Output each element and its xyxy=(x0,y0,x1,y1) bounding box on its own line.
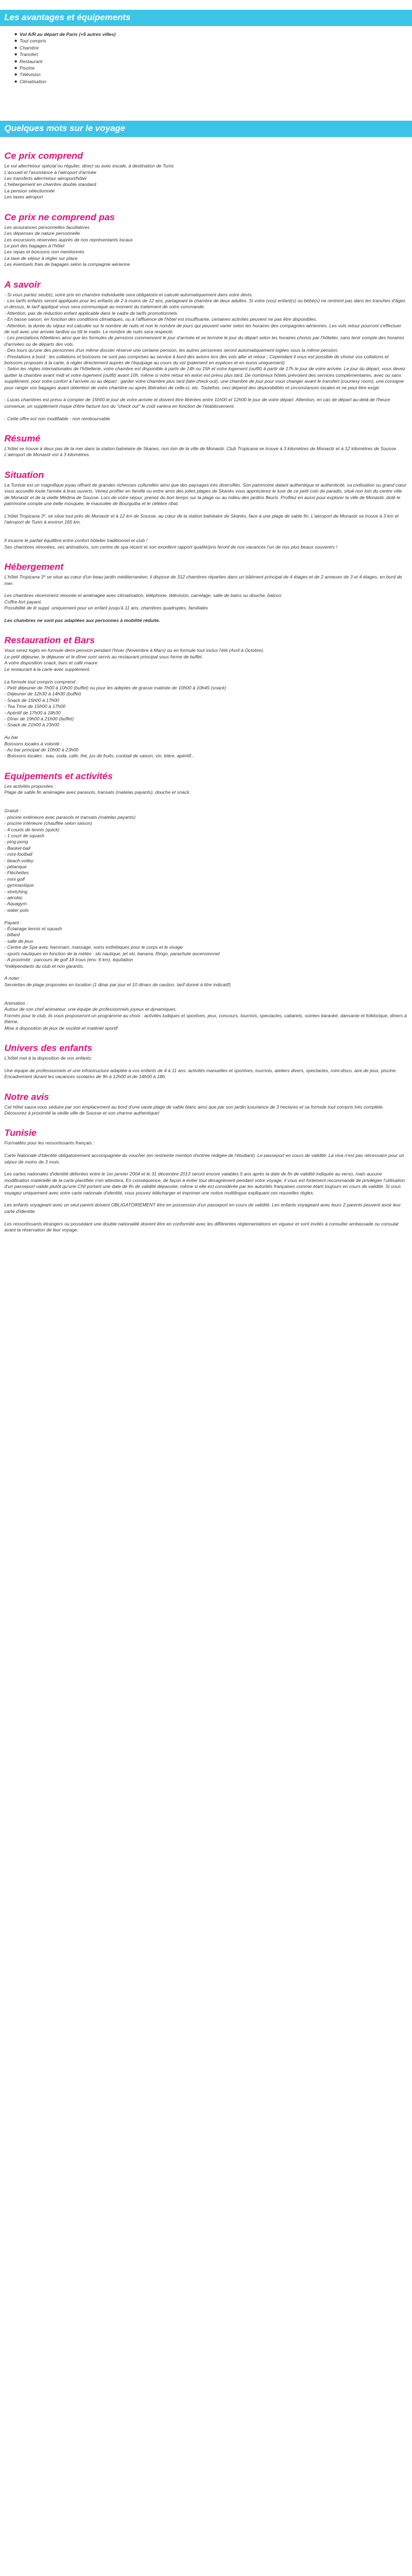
section-text: - Aquagym xyxy=(4,901,27,907)
section-text: Vous serez logés en formule demi-pension pendant l'hiver (Novembre à Mars) ou en formule tout inclus l'été (Avril à Octobre). xyxy=(4,648,265,654)
section-text: - stretching xyxy=(4,888,28,894)
section-text: Découvrez à proximité la vieille ville de Sousse et son charme authentique! xyxy=(4,1110,160,1116)
section-text: - mini golf xyxy=(4,876,25,882)
section-text: La formule tout compris comprend : xyxy=(4,679,78,685)
section-text: Mise à disposition de jeux de société et matériel sportif. xyxy=(4,1025,119,1031)
section-text: Le port des bagages à l'hôtel xyxy=(4,242,65,248)
section xyxy=(4,279,408,422)
spacer xyxy=(4,913,408,919)
section-text: - Petit déjeuner de 7h00 à 10h00 (buffet) ou pour les adeptes de grasse matinée de 10h00 à 10h45 (snack) xyxy=(4,685,227,690)
section-text: - Les prestations hôtelières ainsi que les formules de pensions commencent le jour d'arrivée et se termine le jour du départ selon les horaires choisis par l'hôtelier, sans tenir compte des horaires d'arrivées ou de départs des vols. xyxy=(4,335,404,347)
section-text: - Déjeuner de 12h30 à 14h30 (buffet) xyxy=(4,691,82,697)
spacer xyxy=(4,796,408,802)
section-text: - billard xyxy=(4,932,20,938)
section-text: La Tunisie est un magnifique joyau offrant de grandes richesses culturelles ainsi que des paysages très diversifiés. Son patrimoine datant authentique et authenticité, sa civilisation ou grand cœur vous accueille toute l'année à bras ouverts. Venez profiter en famille ou entre amis des jolies plages de Skanès vous apprécierez le luxe de ce petit coin de paradis, situé non loin du centre ville de Monastir et de la vieille Médina de Sousse. Lors de votre séjour, prenez du bon temps sur la plage ou au milieu des jardins fleuris. Profitez en aussi pour explorer la ville de Monastir, doté le patrimoine compte une belle mosquée, le mausolée de Bourguiba et le célèbre ribat. xyxy=(4,482,407,507)
section-text: L'hôtel se trouve à deux pas de la mer dans la station balnéaire de Skanes, non loin de la ville de Monastir. Club Tropicana se trouve à 3 kilomètres de Monastir et à 12 kilomètres de Sousse. L'aéroport de Monastir est à 3 kilomètres. xyxy=(4,446,397,458)
section-text: Le restaurant à la carte avec supplément. xyxy=(4,666,91,672)
section-text: - Fléchettes xyxy=(4,870,29,876)
section-text: - Boissons locales : eau, soda, café, thé, jus de fruits, cocktail de saison, vin, bière, apéritif... xyxy=(4,753,195,759)
spacer xyxy=(4,532,408,538)
section-text: Le petit déjeuner, le déjeuner et le dîner sont servis au restaurant principal sous forme de buffet. xyxy=(4,654,203,659)
section-text: Formés pour le club, ils vous proposeront un programme au choix : activités ludiques et sportives, jeux, concours, tournois, spectacles, cabarets, soirées karaoké, dansante et folklorique, dîners à thème. xyxy=(4,1012,407,1025)
section-text: Une équipe de professionnels et une infrastructure adaptée à vos enfants de 4 à 11 ans: activités manuelles et sportives, tournois, ateliers divers, spectacles, mini-disco, aire de jeux, piscine. xyxy=(4,1067,397,1073)
section-text: Formalités pour les ressortissants français : xyxy=(4,1140,95,1146)
section-text: - sports nautiques en fonction de la météo : ski nautique, jet ski, banana, Ringo, parachute ascensionnel xyxy=(4,950,220,956)
section-text: Possibilité de lit suppl. uniquement pour un enfant jusqu'à 11 ans, chambres quadruples, familiales xyxy=(4,605,208,611)
section-text: Serviettes de plage proposées en location (1 dinar par jour et 10 dinars de caution, tarif donné à titre indicatif). xyxy=(4,981,232,987)
section-text: - Cette offre est non modifiable - non remboursable xyxy=(4,415,110,421)
section-text: L'hôtel Tropicana 3*, se situe tout près de Monastir et à 12 km de Sousse, au cœur de la station balnéaire de Skanès, face à une plage de sable fin. L'aéroport de Monastir se trouve à 3 km et l'aéroport de Tunis à environ 165 km. xyxy=(4,513,399,525)
section-text: Les activités proposées : xyxy=(4,783,56,789)
spacer xyxy=(4,802,408,808)
section-text: Les éventuels frais de bagages selon la compagnie aérienne xyxy=(4,262,130,267)
section-text: Autour de son chef animateur, une équipe de professionnels joyeux et dynamiques. xyxy=(4,1006,177,1012)
spacer xyxy=(4,1061,408,1067)
section-text: La pension sélectionnée xyxy=(4,188,55,194)
section-text: Les chambres récemment rénovée et aménagée avec climatisation, téléphone, télévision, carrelage, salle de bains ou douche, balcon. xyxy=(4,593,283,599)
section-text: - beach-volley xyxy=(4,857,34,863)
spacer xyxy=(4,1165,408,1171)
section-text: L'hôtel Tropicana 3* se situe au cœur d'un beau jardin méditerranéen, il dispose de 312 chambres réparties dans un bâtiment principal de 4 étages et de 2 annexes de 3 et 4 étages, en bord de mer. xyxy=(4,574,402,586)
section-heading: Situation xyxy=(4,469,44,480)
section xyxy=(4,1042,408,1080)
section-text: - salle de jeux xyxy=(4,938,34,944)
section-text: Au bar xyxy=(4,735,18,741)
section-banner-avantages: Les avantages et équipements xyxy=(0,10,412,26)
avantage-item: Transfert xyxy=(20,51,412,58)
spacer xyxy=(4,409,408,415)
section-text: - water polo xyxy=(4,907,29,913)
section-text: Plage de sable fin aménagée avec parasols, transats (matelas payants), douche et snack. xyxy=(4,789,191,795)
section-heading: Tunisie xyxy=(4,1128,37,1138)
avantage-item: Piscine xyxy=(20,65,412,71)
section-text: - Snack de 15h00 à 17h00 xyxy=(4,697,59,703)
avantage-item: Chambre xyxy=(20,45,412,51)
section-text: - Attention, la durée du séjour est calculée sur le nombre de nuits et non le nombre de jours qui peuvent varier selon les horaires des compagnies aériennes. Les vols retour pourront s'effectuer de nuit avec une arrivée tardive ou tôt le matin. Le nombre de nuits sera respecté. xyxy=(4,322,402,334)
section-text: Les ressortissants étrangers ou possédant une double nationalité doivent être en conformité avec les différentes réglementations en vigueur et sont invités à consulter ambassade ou consulat avant la réservation de leur voyage. xyxy=(4,1221,399,1233)
section-text: - piscine extérieure avec parasols et transats (matelas payants) xyxy=(4,814,136,820)
avantages-list xyxy=(0,31,412,85)
avantage-item: Tout compris xyxy=(20,38,412,44)
section-heading: Ce prix comprend xyxy=(4,151,83,161)
spacer xyxy=(4,612,408,618)
section-heading: Ce prix ne comprend pas xyxy=(4,211,115,222)
section-text: Les taxes aéroport xyxy=(4,194,43,200)
section-text: - Lucas chambres est prévu à compter de 15h00 le jour de votre arrivée et doivent être libérées entre 11h00 et 12h00 le jour de votre départ. Attention, en cas de départ au-delà de l'heure convenue, un supplément risque d'être facturé lors du "check out" le coût variera en fonction de l'établissement. xyxy=(4,397,390,409)
section xyxy=(4,770,408,1031)
section-text: Les cartes nationales d'identité délivrées entre le 1er janvier 2004 et le 31 décembre 2013 seront encore valables 5 ans après la date de fin de validité indiquée au verso, mais aucune modification matérielle de la carte plastifiée n'en attestera. En conséquence, de façon à éviter tout désagrément pendant votre voyage, il vous est fortement recommandé de privilégier l'utilisation d'un passeport valide plutôt qu'une CNI portant une date de fin de validité dépassée, même si elle est considérée par les autorités françaises comme étant toujours en cours de validité. Si vous voyagez uniquement avec votre carte nationale d'identité, vous pouvez télécharger et imprimer une notice multilingue expliquant ces nouvelles règles. xyxy=(4,1171,405,1196)
section-text: Le vol aller/retour spécial ou régulier, direct ou avec escale, à destination de Tunis xyxy=(4,163,174,169)
section-heading: Résumé xyxy=(4,433,41,444)
section-text: - Au bar principal de 10h00 à 23h00 xyxy=(4,746,79,752)
section-text: - En basse saison, en fonction des conditions climatiques, ou à l'affluence de l'hôtel est insuffisante, certaines activités peuvent ne pas être disponibles. xyxy=(4,316,317,322)
section xyxy=(4,150,408,200)
section-text: La taxe de séjour à régler sur place xyxy=(4,255,78,261)
section-banner-quelques-mots: Quelques mots sur le voyage xyxy=(0,121,412,137)
spacer xyxy=(4,391,408,397)
section-text: L'hébergement en chambre double standard xyxy=(4,182,96,188)
section-text: - Éclairage tennis et squash xyxy=(4,926,63,932)
section-text: Animation : xyxy=(4,1000,28,1006)
spacer xyxy=(4,729,408,735)
section-text: Les transferts aller/retour aéroport/hôtel xyxy=(4,176,86,182)
section-text: - gymnastique xyxy=(4,882,34,888)
voyage-details xyxy=(0,150,412,1233)
section xyxy=(4,1127,408,1233)
section-heading: Univers des enfants xyxy=(4,1042,92,1053)
spacer xyxy=(4,994,408,1000)
section-text: L'hôtel met à la disposition de vos enfants: xyxy=(4,1055,92,1061)
section-text: A votre disposition snack, bars et café maure xyxy=(4,660,98,666)
section-text: Les dépenses de nature personnelle xyxy=(4,231,80,237)
spacer xyxy=(4,969,408,975)
section-text: - Les tarifs enfants seront appliqués pour les enfants de 2 à moins de 12 ans, partageant la chambre de deux adultes. Si votre (vos) enfant(s) ou bébé(s) ne rentrent pas dans les tranches d'âges ci-dessus, le tarif appliqué vous sera communiqué au moment du traitement de votre commande. xyxy=(4,297,405,310)
avantage-item: Télévision xyxy=(20,71,412,78)
section-text: - 4 courts de tennis (quick) xyxy=(4,826,60,832)
section-text: Les excursions réservées auprès de nos représentants locaux xyxy=(4,237,133,242)
section-text: Ses chambres rénovées, ses animations, son centre de spa récent et son excellent rapport qualité/prix feront de nos vacances l'un de nos plus beaux souvenirs ! xyxy=(4,544,338,550)
section-text: Les repas et boissons non mentionnés xyxy=(4,249,85,255)
section-text: - Snack de 21h00 à 23h00 xyxy=(4,722,59,728)
section-text: Coffre-fort payant. xyxy=(4,599,42,605)
section xyxy=(4,433,408,458)
section-text: - mini-football xyxy=(4,851,33,857)
spacer xyxy=(4,1196,408,1202)
section-heading: Hébergement xyxy=(4,562,64,573)
section-text: Carte Nationale d'Identité obligatoirement accompagnée du voucher (en restreinte mention d'entrée rédigée de l'étudiant). Le passeport en cours de validité. La visa n'est pas nécessaire pour un séjour de moins de 3 mois. xyxy=(4,1153,404,1165)
section-text: L'accueil et l'assistance à l'aéroport d'arrivée xyxy=(4,169,97,175)
section-heading: A savoir xyxy=(4,279,41,290)
section-text: *indépendants du club et non garantis. xyxy=(4,963,84,969)
section-heading: Equipements et activités xyxy=(4,770,113,781)
section-text: Les assurances personnelles facultatives xyxy=(4,224,90,230)
section-text: - Selon les règles internationales de l'hôtellerie, votre chambre est disponible à partir de 14h ou 15h et votre logement (outfit) à partir de 17h le jour de votre arrivée. Le jour du départ, vous devez quitter la chambre avant midi et votre logement (outfit) avant 10h, même si votre retour en avion est prévu plus tard. De nombreux hôtels prévoient des services complémentaires, avec ou sans supplément, pour votre confort à l'arrivée ou au départ : garder votre chambre plus tard (late check-out), une chambre de jour pour vous changer avant le transfert (courtesy room), une consigne pour ranger vos bagages avant obtention de votre chambre ou après libération de celle-ci, etc. Toutefois, ceci dépend des disponibilités et circonstances locales et ne peut être exigé. xyxy=(4,366,405,390)
section-text: - aérobic xyxy=(4,895,23,901)
section xyxy=(4,469,408,550)
section-text: Cet hôtel saura vous séduire par son emplacement au bord d'une vaste plage de sable blanc ainsi que par son jardin luxuriance de 3 hectares et sa formule tout compris très complète. xyxy=(4,1104,384,1110)
section-text: - Basket-ball xyxy=(4,845,30,851)
spacer xyxy=(4,507,408,513)
section-text: - Apéritif de 17h00 à 18h30 xyxy=(4,710,61,715)
section-text: - Tea Time de 15h00 à 17h00 xyxy=(4,704,66,710)
section-text: - Attention, pas de réduction enfant applicable dans le cadre de tarifs promotionnels. xyxy=(4,310,179,316)
section-text: Les chambres ne sont pas adaptées aux personnes à mobilité réduite. xyxy=(4,618,160,624)
section-text: - ping-pong xyxy=(4,839,28,845)
section-text: - Prestations à bord : les collations et boissons ne sont pas comprises au service à bord des avions lors des vols aller et retour ; Cependant il vous est possible de choisir vos collations et boissons proposés à la carte, à régler directement auprès de l'équipage au cours du vol (paiement en espèces et en euros uniquement). xyxy=(4,353,389,365)
section-text: - A proximité : parcours de golf 18 trous (env. 6 km), équitation xyxy=(4,957,133,963)
section-text: - 1 court de squash xyxy=(4,832,45,838)
section xyxy=(4,561,408,624)
avantage-item: Vol A/R au départ de Paris (+5 autres villes) xyxy=(20,31,412,38)
section-text: Gratuit : xyxy=(4,808,21,814)
section-text: Encadrement durant les vacances scolaires de 9h à 12h00 et de 14h00 à 18h. xyxy=(4,1074,166,1080)
spacer xyxy=(4,526,408,532)
section-heading: Restauration et Bars xyxy=(4,635,95,646)
avantage-item: Climatisation xyxy=(20,78,412,85)
spacer xyxy=(4,673,408,679)
spacer xyxy=(4,587,408,593)
section-text: Les enfants voyageant avec un seul parent doivent OBLIGATOIREMENT être en possession d'un passeport en cours de validité. Les enfants voyageant avec leurs 2 parents peuvent avoir leur carte d'identité. xyxy=(4,1202,401,1214)
spacer xyxy=(4,1215,408,1221)
section-heading: Notre avis xyxy=(4,1091,49,1102)
section xyxy=(4,211,408,268)
section-text: - pétanque xyxy=(4,864,27,870)
spacer xyxy=(4,988,408,994)
avantage-item: Restaurant xyxy=(20,58,412,65)
section-text: - Centre de Spa avec hammam, massage, soins esthétiques pour le corps et le visage xyxy=(4,944,183,950)
section-text: Payant : xyxy=(4,919,22,925)
section-text: - Si vous partez seul(e), votre prix en chambre individuelle sera obligatoire et calculé automatiquement dans votre devis. xyxy=(4,291,253,297)
section-text: - Des tours qu'une des personnes d'un même dossier réserve une certaine pension, les autres personnes seront automatiquement logées sous la même pension. xyxy=(4,347,339,353)
section-text: Il incarne le parfait équilibre entre confort hôtelier traditionnel et club ! xyxy=(4,538,148,544)
section-text: Boissons locales à volonté : xyxy=(4,741,63,746)
section-text: A noter : xyxy=(4,975,22,981)
section-text: - piscine intérieure (chauffée selon saison) xyxy=(4,820,92,826)
spacer xyxy=(4,1147,408,1153)
section xyxy=(4,634,408,759)
section-text: - Dîner de 19h00 à 21h00 (buffet) xyxy=(4,715,74,721)
section xyxy=(4,1091,408,1117)
